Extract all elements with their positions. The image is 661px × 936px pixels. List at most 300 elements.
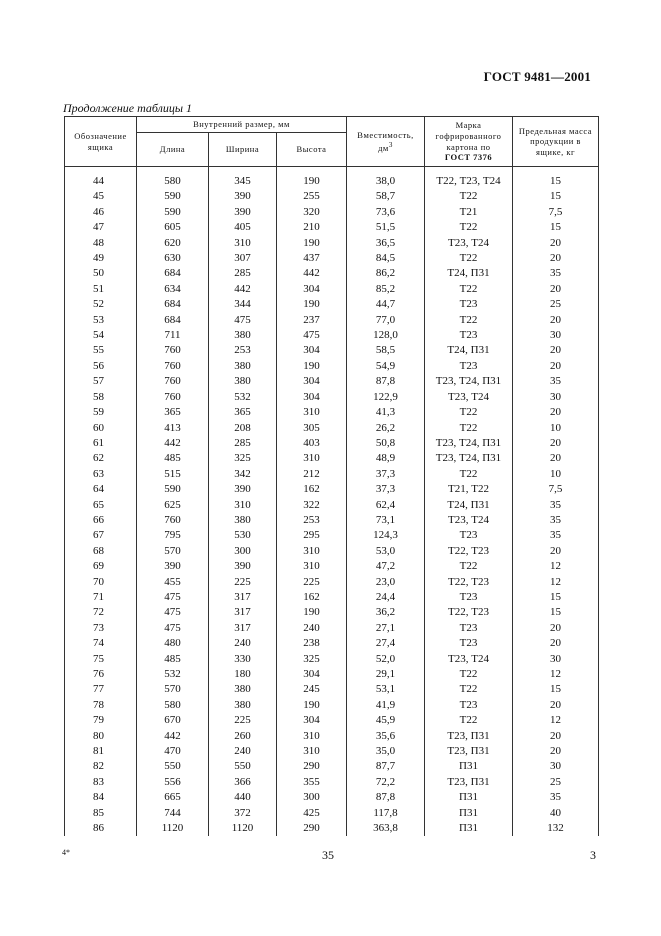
cell-width: 475 xyxy=(209,313,277,328)
cell-capacity: 27,4 xyxy=(347,636,425,651)
cell-grade: Т22 xyxy=(425,220,513,235)
cell-width: 225 xyxy=(209,575,277,590)
cell-length: 390 xyxy=(137,559,209,574)
header-inner-size: Внутренний размер, мм xyxy=(137,117,347,133)
cell-capacity: 58,7 xyxy=(347,189,425,204)
cell-mass: 20 xyxy=(513,313,599,328)
table-row xyxy=(65,467,599,482)
cell-mass: 20 xyxy=(513,636,599,651)
cell-capacity: 85,2 xyxy=(347,282,425,297)
cell-capacity: 35,6 xyxy=(347,729,425,744)
cell-grade: Т23, Т24 xyxy=(425,652,513,667)
cell-height: 245 xyxy=(277,682,347,697)
cell-grade: Т22 xyxy=(425,421,513,436)
cell-height: 253 xyxy=(277,513,347,528)
cell-mass: 20 xyxy=(513,729,599,744)
header-length: Длина xyxy=(137,133,209,167)
cell-length: 760 xyxy=(137,513,209,528)
cell-capacity: 54,9 xyxy=(347,359,425,374)
cell-mass: 132 xyxy=(513,821,599,836)
table-row xyxy=(65,421,599,436)
cell-width: 380 xyxy=(209,359,277,374)
cell-box-id: 78 xyxy=(65,698,137,713)
cell-box-id: 68 xyxy=(65,544,137,559)
table-row xyxy=(65,544,599,559)
cell-width: 208 xyxy=(209,421,277,436)
cell-grade: Т23 xyxy=(425,590,513,605)
cell-width: 317 xyxy=(209,605,277,620)
cell-width: 285 xyxy=(209,266,277,281)
cell-mass: 20 xyxy=(513,251,599,266)
cell-mass: 25 xyxy=(513,297,599,312)
cell-height: 475 xyxy=(277,328,347,343)
cell-height: 437 xyxy=(277,251,347,266)
cell-box-id: 69 xyxy=(65,559,137,574)
header-grade-ref: ГОСТ 7376 xyxy=(444,152,493,163)
cell-mass: 30 xyxy=(513,328,599,343)
cell-length: 760 xyxy=(137,374,209,389)
cell-capacity: 363,8 xyxy=(347,821,425,836)
table-row xyxy=(65,559,599,574)
cell-grade: Т22 xyxy=(425,667,513,682)
cell-grade: Т22 xyxy=(425,189,513,204)
cell-length: 442 xyxy=(137,729,209,744)
cell-height: 320 xyxy=(277,205,347,220)
cell-width: 310 xyxy=(209,498,277,513)
cell-width: 390 xyxy=(209,205,277,220)
cell-mass: 35 xyxy=(513,266,599,281)
cell-grade: Т23 xyxy=(425,359,513,374)
cell-length: 670 xyxy=(137,713,209,728)
cell-grade: Т23, Т24, П31 xyxy=(425,436,513,451)
cell-height: 290 xyxy=(277,759,347,774)
cell-mass: 15 xyxy=(513,605,599,620)
cell-height: 190 xyxy=(277,167,347,190)
cell-mass: 25 xyxy=(513,775,599,790)
table-row xyxy=(65,251,599,266)
cell-height: 162 xyxy=(277,590,347,605)
table-row xyxy=(65,359,599,374)
cell-width: 530 xyxy=(209,528,277,543)
cell-mass: 15 xyxy=(513,167,599,190)
cell-capacity: 35,0 xyxy=(347,744,425,759)
table-row xyxy=(65,682,599,697)
cell-grade: Т22, Т23 xyxy=(425,544,513,559)
cell-mass: 15 xyxy=(513,220,599,235)
table-row xyxy=(65,328,599,343)
table-row xyxy=(65,167,599,190)
cell-mass: 30 xyxy=(513,390,599,405)
cell-width: 260 xyxy=(209,729,277,744)
cell-mass: 20 xyxy=(513,236,599,251)
cell-capacity: 84,5 xyxy=(347,251,425,266)
cell-width: 285 xyxy=(209,436,277,451)
cell-capacity: 72,2 xyxy=(347,775,425,790)
cell-box-id: 54 xyxy=(65,328,137,343)
cell-capacity: 24,4 xyxy=(347,590,425,605)
cell-grade: Т24, П31 xyxy=(425,266,513,281)
cell-capacity: 86,2 xyxy=(347,266,425,281)
cell-box-id: 79 xyxy=(65,713,137,728)
cell-mass: 35 xyxy=(513,790,599,805)
cell-height: 237 xyxy=(277,313,347,328)
cell-box-id: 48 xyxy=(65,236,137,251)
cell-length: 580 xyxy=(137,698,209,713)
cell-length: 475 xyxy=(137,590,209,605)
cell-length: 556 xyxy=(137,775,209,790)
table-row xyxy=(65,698,599,713)
cell-box-id: 74 xyxy=(65,636,137,651)
cell-mass: 35 xyxy=(513,374,599,389)
header-capacity-label: Вместимость, дм xyxy=(357,129,414,153)
cell-grade: Т23, Т24 xyxy=(425,513,513,528)
cell-length: 475 xyxy=(137,621,209,636)
cell-grade: Т22 xyxy=(425,313,513,328)
cell-capacity: 29,1 xyxy=(347,667,425,682)
cell-capacity: 52,0 xyxy=(347,652,425,667)
cell-capacity: 37,3 xyxy=(347,482,425,497)
cell-height: 210 xyxy=(277,220,347,235)
cell-box-id: 58 xyxy=(65,390,137,405)
header-mass: Предельная масса продукции в ящике, кг xyxy=(513,117,599,167)
cell-width: 390 xyxy=(209,559,277,574)
cell-capacity: 58,5 xyxy=(347,343,425,358)
cell-mass: 20 xyxy=(513,436,599,451)
cell-mass: 7,5 xyxy=(513,482,599,497)
cell-mass: 35 xyxy=(513,528,599,543)
cell-mass: 20 xyxy=(513,544,599,559)
cell-capacity: 47,2 xyxy=(347,559,425,574)
header-height: Высота xyxy=(277,133,347,167)
cell-height: 310 xyxy=(277,451,347,466)
cell-height: 290 xyxy=(277,821,347,836)
table-row xyxy=(65,744,599,759)
cell-height: 304 xyxy=(277,343,347,358)
cell-box-id: 56 xyxy=(65,359,137,374)
cell-height: 240 xyxy=(277,621,347,636)
cell-width: 344 xyxy=(209,297,277,312)
cell-width: 1120 xyxy=(209,821,277,836)
cell-capacity: 73,6 xyxy=(347,205,425,220)
header-width: Ширина xyxy=(209,133,277,167)
cell-height: 355 xyxy=(277,775,347,790)
cell-length: 625 xyxy=(137,498,209,513)
cell-width: 240 xyxy=(209,636,277,651)
cell-width: 405 xyxy=(209,220,277,235)
cell-length: 532 xyxy=(137,667,209,682)
cell-width: 310 xyxy=(209,236,277,251)
table-row xyxy=(65,297,599,312)
cell-mass: 20 xyxy=(513,621,599,636)
cell-capacity: 87,7 xyxy=(347,759,425,774)
table-row xyxy=(65,390,599,405)
cell-box-id: 65 xyxy=(65,498,137,513)
cell-grade: Т24, П31 xyxy=(425,343,513,358)
cell-width: 532 xyxy=(209,390,277,405)
cell-grade: Т23 xyxy=(425,636,513,651)
cell-length: 580 xyxy=(137,167,209,190)
cell-mass: 12 xyxy=(513,667,599,682)
cell-height: 238 xyxy=(277,636,347,651)
cell-box-id: 72 xyxy=(65,605,137,620)
cell-grade: Т22 xyxy=(425,713,513,728)
cell-length: 470 xyxy=(137,744,209,759)
table-row xyxy=(65,759,599,774)
cell-box-id: 45 xyxy=(65,189,137,204)
table-row xyxy=(65,652,599,667)
cell-capacity: 53,1 xyxy=(347,682,425,697)
cell-grade: Т23 xyxy=(425,528,513,543)
cell-length: 760 xyxy=(137,390,209,405)
cell-height: 255 xyxy=(277,189,347,204)
cell-length: 684 xyxy=(137,313,209,328)
footer-sheet-number: 3 xyxy=(590,848,596,862)
cell-grade: Т22, Т23 xyxy=(425,575,513,590)
header-capacity xyxy=(347,117,425,167)
cell-box-id: 76 xyxy=(65,667,137,682)
table-row xyxy=(65,621,599,636)
cell-height: 190 xyxy=(277,359,347,374)
cell-length: 605 xyxy=(137,220,209,235)
cell-mass: 10 xyxy=(513,421,599,436)
table-row xyxy=(65,282,599,297)
cell-length: 744 xyxy=(137,806,209,821)
cell-grade: Т23, П31 xyxy=(425,744,513,759)
cell-box-id: 46 xyxy=(65,205,137,220)
cell-width: 317 xyxy=(209,621,277,636)
table-row xyxy=(65,806,599,821)
cell-width: 300 xyxy=(209,544,277,559)
cell-length: 684 xyxy=(137,266,209,281)
cell-grade: Т22 xyxy=(425,405,513,420)
cell-box-id: 50 xyxy=(65,266,137,281)
cell-capacity: 122,9 xyxy=(347,390,425,405)
cell-mass: 30 xyxy=(513,759,599,774)
cell-grade: П31 xyxy=(425,759,513,774)
dimensions-table xyxy=(64,116,599,836)
cell-box-id: 62 xyxy=(65,451,137,466)
cell-length: 365 xyxy=(137,405,209,420)
cell-height: 162 xyxy=(277,482,347,497)
table-row xyxy=(65,405,599,420)
cell-capacity: 117,8 xyxy=(347,806,425,821)
cell-box-id: 57 xyxy=(65,374,137,389)
table-row xyxy=(65,605,599,620)
cell-mass: 15 xyxy=(513,682,599,697)
cell-length: 480 xyxy=(137,636,209,651)
cell-length: 590 xyxy=(137,482,209,497)
cell-width: 380 xyxy=(209,513,277,528)
cell-capacity: 38,0 xyxy=(347,167,425,190)
table-caption: Продолжение таблицы 1 xyxy=(63,101,193,115)
cell-capacity: 27,1 xyxy=(347,621,425,636)
header-grade-label: Марка гофрированного картона по xyxy=(435,120,502,152)
cell-capacity: 23,0 xyxy=(347,575,425,590)
cell-height: 304 xyxy=(277,713,347,728)
cell-capacity: 45,9 xyxy=(347,713,425,728)
table-row xyxy=(65,528,599,543)
header-capacity-sup: 3 xyxy=(388,140,393,149)
cell-capacity: 73,1 xyxy=(347,513,425,528)
cell-mass: 7,5 xyxy=(513,205,599,220)
table-row xyxy=(65,189,599,204)
cell-mass: 20 xyxy=(513,744,599,759)
table-row xyxy=(65,775,599,790)
cell-height: 304 xyxy=(277,282,347,297)
table-row xyxy=(65,451,599,466)
footer-signature-mark: 4* xyxy=(62,848,70,857)
cell-mass: 20 xyxy=(513,282,599,297)
cell-length: 665 xyxy=(137,790,209,805)
cell-length: 570 xyxy=(137,544,209,559)
cell-box-id: 51 xyxy=(65,282,137,297)
cell-height: 212 xyxy=(277,467,347,482)
cell-length: 620 xyxy=(137,236,209,251)
cell-width: 372 xyxy=(209,806,277,821)
cell-mass: 35 xyxy=(513,513,599,528)
cell-length: 570 xyxy=(137,682,209,697)
cell-capacity: 51,5 xyxy=(347,220,425,235)
cell-height: 190 xyxy=(277,698,347,713)
cell-height: 310 xyxy=(277,729,347,744)
cell-mass: 20 xyxy=(513,451,599,466)
cell-length: 485 xyxy=(137,451,209,466)
cell-width: 390 xyxy=(209,482,277,497)
cell-mass: 12 xyxy=(513,713,599,728)
cell-mass: 20 xyxy=(513,343,599,358)
cell-box-id: 60 xyxy=(65,421,137,436)
cell-grade: Т23 xyxy=(425,698,513,713)
cell-box-id: 82 xyxy=(65,759,137,774)
table-row xyxy=(65,575,599,590)
cell-box-id: 86 xyxy=(65,821,137,836)
cell-capacity: 36,5 xyxy=(347,236,425,251)
cell-capacity: 36,2 xyxy=(347,605,425,620)
cell-box-id: 61 xyxy=(65,436,137,451)
cell-length: 795 xyxy=(137,528,209,543)
table-row xyxy=(65,790,599,805)
cell-width: 325 xyxy=(209,451,277,466)
cell-length: 485 xyxy=(137,652,209,667)
cell-length: 515 xyxy=(137,467,209,482)
cell-mass: 15 xyxy=(513,590,599,605)
cell-width: 442 xyxy=(209,282,277,297)
cell-grade: Т23 xyxy=(425,621,513,636)
cell-grade: Т23 xyxy=(425,328,513,343)
cell-height: 322 xyxy=(277,498,347,513)
cell-capacity: 37,3 xyxy=(347,467,425,482)
cell-width: 380 xyxy=(209,328,277,343)
table-row xyxy=(65,667,599,682)
cell-width: 380 xyxy=(209,698,277,713)
cell-height: 425 xyxy=(277,806,347,821)
table-row xyxy=(65,729,599,744)
cell-capacity: 87,8 xyxy=(347,790,425,805)
cell-box-id: 59 xyxy=(65,405,137,420)
cell-capacity: 44,7 xyxy=(347,297,425,312)
cell-box-id: 83 xyxy=(65,775,137,790)
cell-box-id: 67 xyxy=(65,528,137,543)
cell-box-id: 85 xyxy=(65,806,137,821)
cell-grade: Т23 xyxy=(425,297,513,312)
cell-box-id: 73 xyxy=(65,621,137,636)
cell-capacity: 87,8 xyxy=(347,374,425,389)
table-row xyxy=(65,236,599,251)
cell-capacity: 62,4 xyxy=(347,498,425,513)
cell-height: 442 xyxy=(277,266,347,281)
cell-box-id: 49 xyxy=(65,251,137,266)
cell-capacity: 41,9 xyxy=(347,698,425,713)
cell-length: 760 xyxy=(137,359,209,374)
cell-grade: Т23, П31 xyxy=(425,775,513,790)
cell-grade: Т21 xyxy=(425,205,513,220)
cell-box-id: 77 xyxy=(65,682,137,697)
cell-width: 330 xyxy=(209,652,277,667)
table-row xyxy=(65,374,599,389)
cell-height: 304 xyxy=(277,374,347,389)
table-row xyxy=(65,266,599,281)
cell-height: 304 xyxy=(277,390,347,405)
cell-grade: Т23, Т24 xyxy=(425,236,513,251)
cell-length: 590 xyxy=(137,189,209,204)
footer-page-number: 35 xyxy=(322,848,334,862)
cell-box-id: 66 xyxy=(65,513,137,528)
cell-capacity: 128,0 xyxy=(347,328,425,343)
cell-grade: Т23, Т24, П31 xyxy=(425,374,513,389)
cell-capacity: 53,0 xyxy=(347,544,425,559)
cell-grade: Т22 xyxy=(425,682,513,697)
cell-grade: П31 xyxy=(425,790,513,805)
cell-height: 310 xyxy=(277,559,347,574)
cell-height: 225 xyxy=(277,575,347,590)
cell-height: 190 xyxy=(277,236,347,251)
table-row xyxy=(65,343,599,358)
cell-grade: Т22 xyxy=(425,467,513,482)
cell-grade: Т22 xyxy=(425,251,513,266)
cell-box-id: 71 xyxy=(65,590,137,605)
cell-width: 550 xyxy=(209,759,277,774)
cell-width: 342 xyxy=(209,467,277,482)
cell-length: 760 xyxy=(137,343,209,358)
cell-width: 440 xyxy=(209,790,277,805)
cell-box-id: 75 xyxy=(65,652,137,667)
table-row xyxy=(65,590,599,605)
cell-mass: 20 xyxy=(513,405,599,420)
cell-height: 190 xyxy=(277,297,347,312)
cell-length: 634 xyxy=(137,282,209,297)
cell-height: 305 xyxy=(277,421,347,436)
cell-box-id: 55 xyxy=(65,343,137,358)
header-box-designation: Обозначение ящика xyxy=(65,117,137,167)
cell-width: 365 xyxy=(209,405,277,420)
cell-box-id: 80 xyxy=(65,729,137,744)
cell-length: 711 xyxy=(137,328,209,343)
cell-box-id: 44 xyxy=(65,167,137,190)
cell-grade: Т22 xyxy=(425,282,513,297)
cell-grade: П31 xyxy=(425,806,513,821)
table-row xyxy=(65,821,599,836)
cell-height: 310 xyxy=(277,744,347,759)
cell-box-id: 84 xyxy=(65,790,137,805)
cell-grade: Т24, П31 xyxy=(425,498,513,513)
document-title: ГОСТ 9481—2001 xyxy=(483,69,591,84)
cell-box-id: 52 xyxy=(65,297,137,312)
cell-grade: Т23, Т24, П31 xyxy=(425,451,513,466)
cell-grade: Т22 xyxy=(425,559,513,574)
cell-box-id: 47 xyxy=(65,220,137,235)
cell-height: 295 xyxy=(277,528,347,543)
cell-width: 390 xyxy=(209,189,277,204)
